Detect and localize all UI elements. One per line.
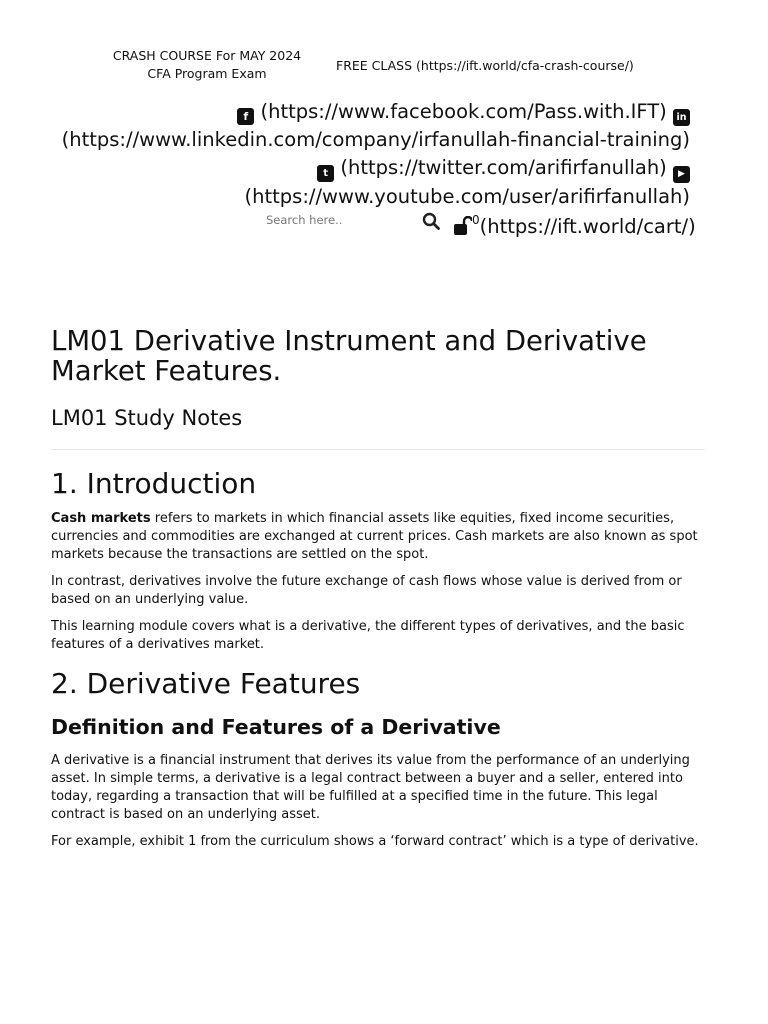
paragraph-cash-markets-text: refers to markets in which financial assets like equities, fixed income securities, currencies and commodities are exchanged at current prices. Cash markets are also known as spot markets because the transactions are settled on the spot.: [51, 511, 698, 562]
crash-course-link[interactable]: [107, 47, 307, 83]
divider: [51, 449, 705, 450]
social-links: [50, 98, 690, 210]
promo-line-1: CRASH COURSE For MAY 2024: [112, 48, 302, 63]
search-input[interactable]: [258, 208, 424, 232]
cart-link-text[interactable]: (https://ift.world/cart/): [479, 215, 696, 238]
free-class-link[interactable]: FREE CLASS (https://ift.world/cfa-crash-course/): [336, 58, 634, 73]
youtube-icon[interactable]: ▶: [673, 166, 690, 183]
bold-term-cash-markets: Cash markets: [51, 511, 151, 526]
youtube-link[interactable]: (https://www.youtube.com/user/arifirfanullah): [244, 184, 690, 208]
twitter-link[interactable]: (https://twitter.com/arifirfanullah): [340, 155, 667, 179]
paragraph-derivative-definition: A derivative is a financial instrument that derives its value from the performance of an underlying asset. In simple terms, a derivative is a legal contract between a buyer and a seller, entered into today, regarding a transaction that will be fulfilled at a specified time in the future. This legal contract is based on an underlying asset.: [51, 753, 690, 822]
page-subtitle: LM01 Study Notes: [51, 406, 243, 430]
paragraph-cash-markets: [51, 510, 705, 564]
top-bar: [0, 47, 768, 87]
facebook-link[interactable]: (https://www.facebook.com/Pass.with.IFT): [260, 100, 667, 123]
paragraph-derivatives-contrast: In contrast, derivatives involve the future exchange of cash flows whose value is derived from or based on an underlying value.: [51, 574, 682, 607]
linkedin-icon[interactable]: in: [673, 109, 690, 126]
cart-lock-icon: [454, 216, 472, 236]
paragraph-module-overview: This learning module covers what is a derivative, the different types of derivatives, and the basic features of a derivatives market.: [51, 619, 685, 652]
subsection-heading-definition: Definition and Features of a Derivative: [51, 715, 501, 739]
cart-count: 0: [472, 213, 480, 227]
section-heading-derivative-features: 2. Derivative Features: [51, 667, 361, 700]
page-title: LM01 Derivative Instrument and Derivative Market Features.: [51, 325, 647, 387]
paragraph-forward-contract-example: For example, exhibit 1 from the curriculum shows a ‘forward contract’ which is a type of derivative.: [51, 834, 699, 849]
search-bar: [258, 206, 698, 238]
article: [51, 326, 705, 860]
facebook-icon[interactable]: f: [237, 108, 254, 125]
cart-link[interactable]: [454, 206, 696, 241]
twitter-icon[interactable]: t: [317, 165, 334, 182]
search-icon[interactable]: [422, 212, 440, 230]
linkedin-link[interactable]: (https://www.linkedin.com/company/irfanullah-financial-training): [61, 128, 690, 151]
section-heading-introduction: 1. Introduction: [51, 467, 257, 500]
promo-line-2: CFA Program Exam: [147, 66, 267, 81]
